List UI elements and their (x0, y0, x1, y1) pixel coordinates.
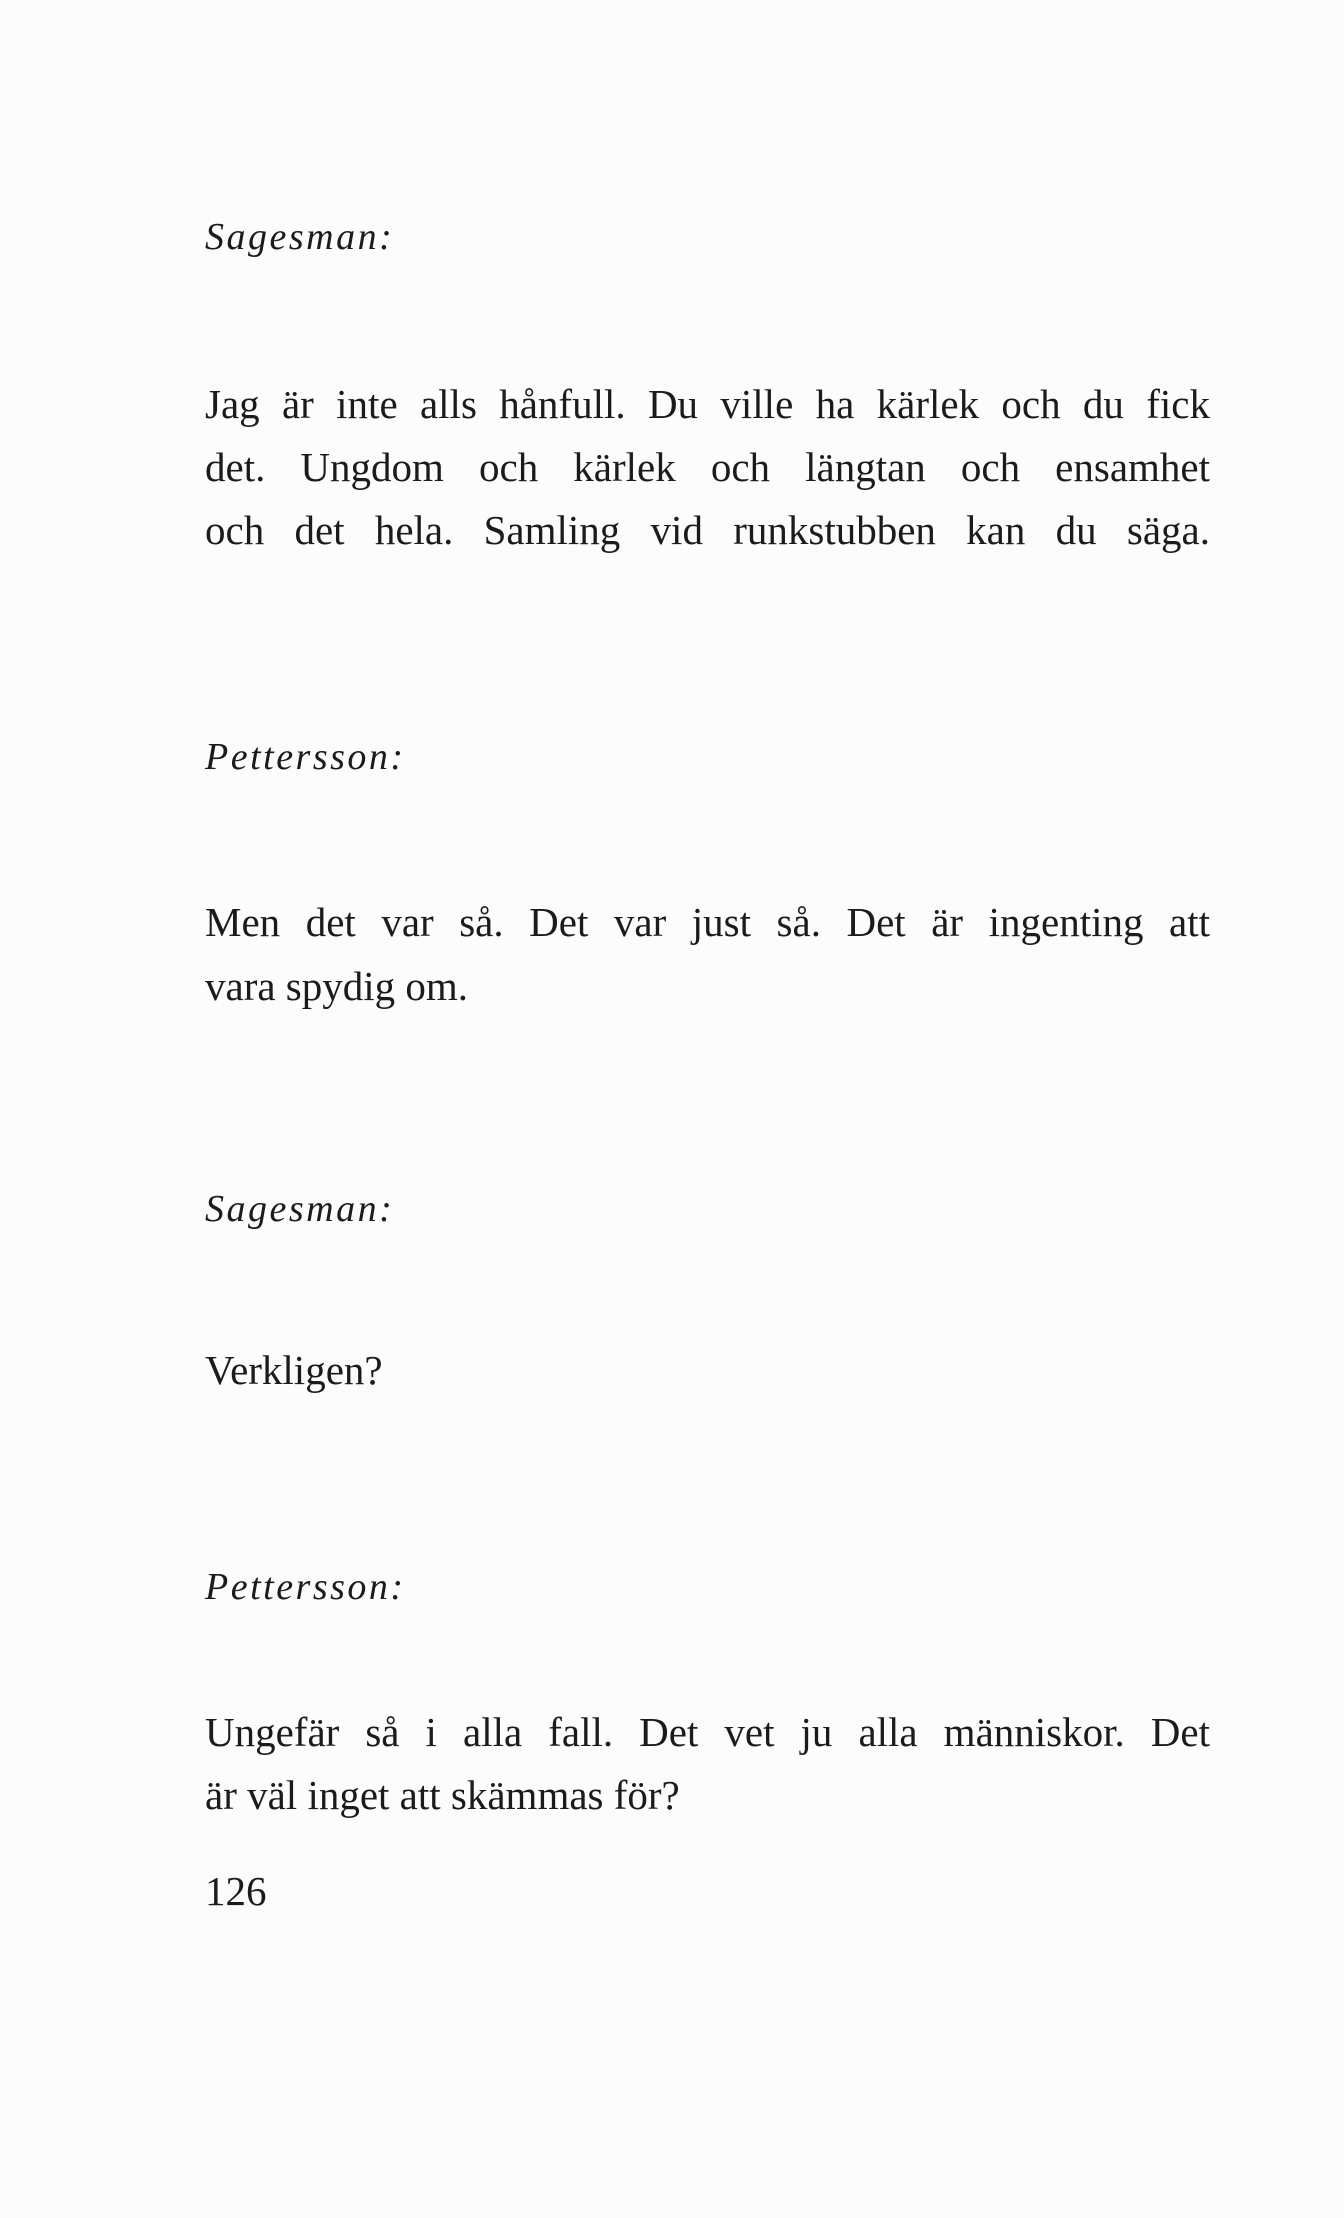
speaker-label-pettersson: Pettersson: (205, 736, 406, 778)
dialogue-line: det. Ungdom och kärlek och längtan och ensamhet (205, 444, 1210, 490)
dialogue-line: Jag är inte alls hånfull. Du ville ha kärlek och du fick (205, 381, 1210, 427)
dialogue-line: Men det var så. Det var just så. Det är ingenting att (205, 899, 1210, 945)
dialogue-line: och det hela. Samling vid runkstubben kan du säga. (205, 507, 1210, 553)
speaker-label-sagesman: Sagesman: (205, 216, 395, 258)
speaker-label-pettersson: Pettersson: (205, 1566, 406, 1608)
dialogue-line: vara spydig om. (205, 963, 469, 1009)
dialogue-line: är väl inget att skämmas för? (205, 1772, 680, 1818)
dialogue-line: Ungefär så i alla fall. Det vet ju alla människor. Det (205, 1709, 1210, 1755)
dialogue-line: Verkligen? (205, 1347, 383, 1393)
speaker-label-sagesman: Sagesman: (205, 1188, 395, 1230)
page-number: 126 (205, 1868, 267, 1914)
